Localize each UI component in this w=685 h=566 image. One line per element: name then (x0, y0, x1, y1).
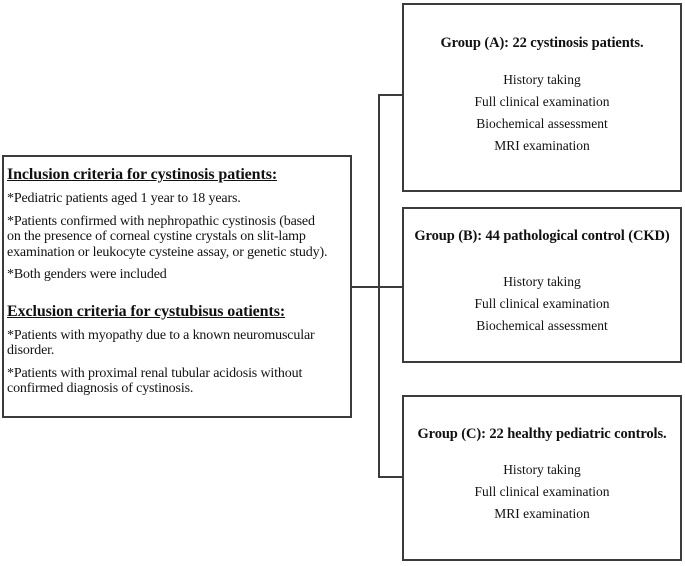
group-b-item-2: Full clinical examination (474, 296, 610, 311)
exclusion-item-1 (7, 328, 349, 359)
inclusion-item-1-line: *Pediatric patients aged 1 year to 18 years. (7, 191, 241, 206)
group-b-item-1: History taking (503, 274, 581, 289)
group-c-box (402, 395, 682, 561)
inclusion-item-2-line-1: *Patients confirmed with nephropathic cystinosis (based (7, 213, 315, 229)
group-a-item-2: Full clinical examination (474, 94, 610, 109)
connector-branch-group-a (380, 94, 402, 96)
inclusion-item-1 (7, 191, 349, 207)
exclusion-criteria-heading: Exclusion criteria for cystubisus oatients: (7, 302, 286, 320)
inclusion-item-2 (7, 214, 349, 261)
group-a-item-3: Biochemical assessment (476, 116, 608, 131)
group-a-item-4: MRI examination (494, 138, 590, 153)
inclusion-item-2-line-3: examination or leukocyte cysteine assay, or genetic study). (7, 244, 328, 260)
group-c-items (404, 459, 680, 525)
exclusion-item-2-line-1: *Patients with proximal renal tubular acidosis without (7, 365, 303, 381)
group-a-items (404, 69, 680, 157)
group-b-items (404, 271, 680, 337)
group-b-item-3: Biochemical assessment (476, 318, 608, 333)
group-c-item-2: Full clinical examination (474, 484, 610, 499)
exclusion-item-1-line-2: disorder. (7, 343, 55, 358)
inclusion-criteria-heading: Inclusion criteria for cystinosis patients: (7, 166, 278, 183)
exclusion-item-1-line-1: *Patients with myopathy due to a known neuromuscular (7, 327, 315, 343)
connector-branch-group-b (352, 286, 402, 288)
group-a-item-1: History taking (503, 72, 581, 87)
group-c-heading: Group (C): 22 healthy pediatric controls. (417, 426, 667, 442)
inclusion-item-3 (7, 267, 349, 283)
group-c-item-3: MRI examination (494, 506, 590, 521)
group-c-item-1: History taking (503, 462, 581, 477)
inclusion-item-3-line: *Both genders were included (7, 267, 167, 282)
group-a-box (402, 3, 682, 192)
group-a-heading: Group (A): 22 cystinosis patients. (440, 35, 644, 51)
inclusion-item-2-line-2: on the presence of corneal cystine crystals on slit-lamp (7, 229, 306, 244)
group-b-heading: Group (B): 44 pathological control (CKD) (414, 228, 670, 244)
criteria-box (2, 155, 352, 418)
exclusion-item-2 (7, 366, 349, 397)
group-b-box (402, 207, 682, 363)
connector-branch-group-c (380, 476, 402, 478)
exclusion-item-2-line-2: confirmed diagnosis of cystinosis. (7, 381, 194, 396)
